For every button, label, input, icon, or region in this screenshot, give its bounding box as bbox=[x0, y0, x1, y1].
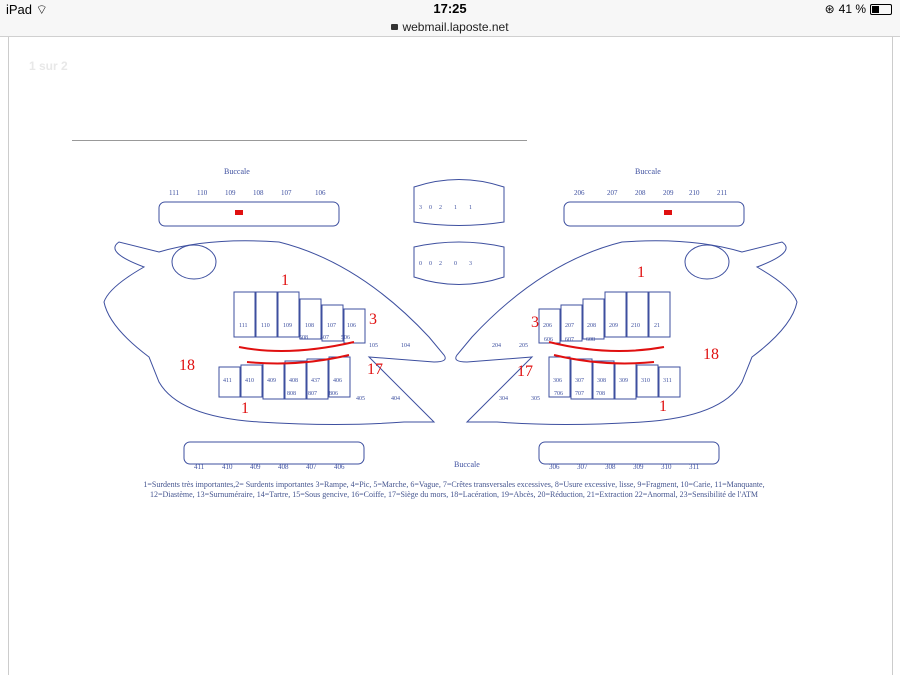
battery-icon bbox=[870, 4, 892, 15]
right-annotation-line bbox=[549, 342, 664, 351]
svg-text:2: 2 bbox=[439, 205, 442, 211]
svg-text:105: 105 bbox=[369, 343, 378, 349]
battery-status bbox=[825, 2, 892, 16]
right-orbit bbox=[685, 245, 729, 279]
legend-line-1: 1=Surdents très importantes,2= Surdents importantes 3=Rampe, 4=Pic, 5=Marche, 6=Vague, 7=Crêtes transversales excessives, 8=Usure excessive, lisse, 9=Fragment, 10=Carie, 11=Manquante, bbox=[143, 480, 765, 489]
svg-text:311: 311 bbox=[663, 378, 672, 384]
svg-text:204: 204 bbox=[492, 343, 501, 349]
svg-text:3: 3 bbox=[419, 205, 422, 211]
upper-left-arcade bbox=[159, 202, 339, 226]
svg-text:409: 409 bbox=[267, 378, 276, 384]
svg-text:406: 406 bbox=[334, 463, 345, 471]
document-page bbox=[8, 37, 893, 675]
svg-text:17: 17 bbox=[367, 361, 383, 378]
svg-text:1: 1 bbox=[454, 205, 457, 211]
svg-text:110: 110 bbox=[261, 323, 270, 329]
clock: 17:25 bbox=[433, 1, 467, 16]
svg-text:1: 1 bbox=[241, 400, 249, 417]
handwritten-marks bbox=[179, 264, 719, 417]
svg-text:111: 111 bbox=[239, 323, 248, 329]
svg-text:0: 0 bbox=[429, 205, 432, 211]
svg-text:17: 17 bbox=[517, 363, 533, 380]
svg-text:309: 309 bbox=[633, 463, 644, 471]
svg-text:104: 104 bbox=[401, 343, 410, 349]
buccale-label-bottom: Buccale bbox=[454, 460, 480, 469]
svg-text:309: 309 bbox=[619, 378, 628, 384]
incisor-numbers bbox=[419, 205, 472, 267]
svg-text:706: 706 bbox=[554, 391, 563, 397]
svg-text:2: 2 bbox=[439, 261, 442, 267]
device-label: iPad ⌔ bbox=[6, 2, 48, 17]
svg-text:1: 1 bbox=[659, 398, 667, 415]
svg-text:106: 106 bbox=[347, 323, 356, 329]
svg-text:708: 708 bbox=[596, 391, 605, 397]
upper-left-teeth-numbers bbox=[169, 189, 326, 197]
svg-text:210: 210 bbox=[631, 323, 640, 329]
upper-right-teeth-numbers bbox=[574, 189, 728, 197]
svg-text:408: 408 bbox=[289, 378, 298, 384]
svg-text:208: 208 bbox=[635, 189, 646, 197]
svg-text:307: 307 bbox=[575, 378, 584, 384]
svg-text:305: 305 bbox=[531, 396, 540, 402]
svg-text:410: 410 bbox=[222, 463, 233, 471]
svg-text:209: 209 bbox=[609, 323, 618, 329]
left-orbit bbox=[172, 245, 216, 279]
left-annotation-line bbox=[239, 342, 354, 351]
marked-tooth-109 bbox=[235, 210, 243, 215]
svg-text:208: 208 bbox=[587, 323, 596, 329]
svg-text:1: 1 bbox=[637, 264, 645, 281]
svg-text:111: 111 bbox=[169, 189, 179, 197]
svg-text:437: 437 bbox=[311, 378, 320, 384]
lower-right-arcade bbox=[539, 442, 719, 464]
svg-text:409: 409 bbox=[250, 463, 261, 471]
svg-text:307: 307 bbox=[577, 463, 588, 471]
svg-text:306: 306 bbox=[553, 378, 562, 384]
lower-left-arcade bbox=[184, 442, 364, 464]
svg-text:507: 507 bbox=[320, 335, 329, 341]
svg-text:707: 707 bbox=[575, 391, 584, 397]
svg-text:607: 607 bbox=[565, 337, 574, 343]
buccale-label-left: Buccale bbox=[224, 167, 250, 176]
svg-text:306: 306 bbox=[549, 463, 560, 471]
svg-text:206: 206 bbox=[543, 323, 552, 329]
svg-text:109: 109 bbox=[225, 189, 236, 197]
rotation-lock-icon: ⊛ bbox=[824, 2, 835, 16]
page-indicator: 1 sur 2 bbox=[29, 59, 68, 73]
legend-line-2: 12=Diastème, 13=Surnuméraire, 14=Tartre, 15=Sous gencive, 16=Coiffe, 17=Siège du mors, 18=Lacération, 19=Abcès, 20=Réduction, 21=Extraction 22=Anormal, 23=Sensibilité de l'ATM bbox=[149, 490, 759, 499]
dental-chart bbox=[9, 37, 892, 675]
svg-text:210: 210 bbox=[689, 189, 700, 197]
legend bbox=[109, 480, 799, 500]
upper-right-arcade bbox=[564, 202, 744, 226]
svg-text:407: 407 bbox=[306, 463, 317, 471]
svg-text:308: 308 bbox=[597, 378, 606, 384]
svg-text:310: 310 bbox=[641, 378, 650, 384]
svg-text:808: 808 bbox=[287, 391, 296, 397]
lower-incisors bbox=[414, 242, 504, 285]
svg-text:107: 107 bbox=[327, 323, 336, 329]
svg-text:3: 3 bbox=[531, 314, 539, 331]
svg-text:205: 205 bbox=[519, 343, 528, 349]
svg-text:1: 1 bbox=[281, 272, 289, 289]
svg-text:1: 1 bbox=[469, 205, 472, 211]
svg-text:207: 207 bbox=[565, 323, 574, 329]
svg-text:0: 0 bbox=[429, 261, 432, 267]
svg-text:209: 209 bbox=[663, 189, 674, 197]
svg-text:108: 108 bbox=[253, 189, 264, 197]
svg-text:109: 109 bbox=[283, 323, 292, 329]
battery-percent: 41 % bbox=[838, 2, 866, 16]
svg-text:207: 207 bbox=[607, 189, 618, 197]
svg-text:807: 807 bbox=[308, 391, 317, 397]
url-text: webmail.laposte.net bbox=[402, 20, 509, 34]
svg-text:506: 506 bbox=[341, 335, 350, 341]
status-bar bbox=[0, 0, 900, 20]
svg-text:21: 21 bbox=[654, 323, 660, 329]
svg-text:106: 106 bbox=[315, 189, 326, 197]
svg-text:411: 411 bbox=[194, 463, 205, 471]
url-bar[interactable] bbox=[0, 20, 900, 37]
svg-text:508: 508 bbox=[299, 335, 308, 341]
svg-text:405: 405 bbox=[356, 396, 365, 402]
svg-text:3: 3 bbox=[369, 311, 377, 328]
buccale-label-right: Buccale bbox=[635, 167, 661, 176]
svg-text:411: 411 bbox=[223, 378, 232, 384]
svg-text:308: 308 bbox=[605, 463, 616, 471]
svg-text:408: 408 bbox=[278, 463, 289, 471]
svg-text:206: 206 bbox=[574, 189, 585, 197]
svg-text:410: 410 bbox=[245, 378, 254, 384]
svg-text:110: 110 bbox=[197, 189, 208, 197]
marked-tooth-209 bbox=[664, 210, 672, 215]
svg-text:107: 107 bbox=[281, 189, 292, 197]
wifi-icon: ⌔ bbox=[35, 2, 48, 17]
right-upper-teeth bbox=[539, 292, 670, 343]
svg-text:3: 3 bbox=[469, 261, 472, 267]
svg-text:806: 806 bbox=[329, 391, 338, 397]
svg-text:606: 606 bbox=[544, 337, 553, 343]
left-annotation-line-2 bbox=[247, 355, 349, 363]
svg-text:18: 18 bbox=[703, 346, 719, 363]
svg-text:311: 311 bbox=[689, 463, 700, 471]
svg-text:406: 406 bbox=[333, 378, 342, 384]
svg-text:310: 310 bbox=[661, 463, 672, 471]
lock-icon bbox=[391, 24, 398, 30]
svg-text:18: 18 bbox=[179, 357, 195, 374]
svg-text:0: 0 bbox=[419, 261, 422, 267]
svg-text:211: 211 bbox=[717, 189, 728, 197]
svg-text:304: 304 bbox=[499, 396, 508, 402]
svg-text:108: 108 bbox=[305, 323, 314, 329]
svg-text:404: 404 bbox=[391, 396, 400, 402]
svg-text:608: 608 bbox=[586, 337, 595, 343]
upper-incisors bbox=[414, 180, 504, 226]
svg-text:0: 0 bbox=[454, 261, 457, 267]
right-annotation-line-2 bbox=[554, 355, 654, 363]
